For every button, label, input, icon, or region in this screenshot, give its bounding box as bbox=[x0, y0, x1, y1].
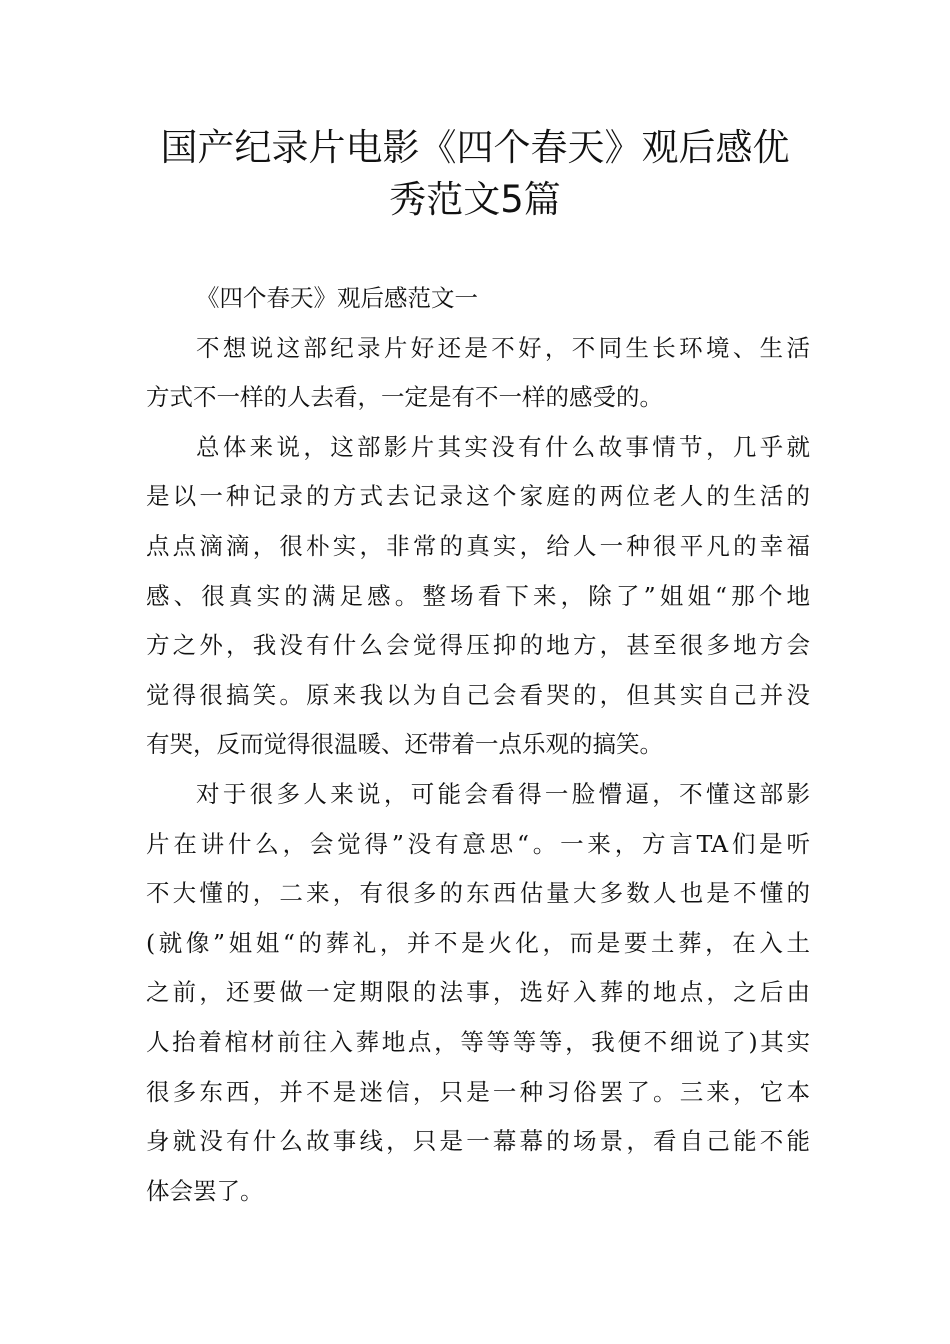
text-line: 人抬着棺材前往入葬地点，等等等等，我便不细说了)其实 bbox=[146, 1027, 810, 1056]
text-line: 总体来说，这部影片其实没有什么故事情节，几乎就 bbox=[196, 432, 810, 461]
text-line: 片在讲什么，会觉得”没有意思“。一来，方言TA们是听 bbox=[146, 829, 810, 858]
text-line: 方式不一样的人去看，一定是有不一样的感受的。 bbox=[146, 383, 663, 412]
text-line: 之前，还要做一定期限的法事，选好入葬的地点，之后由 bbox=[146, 978, 810, 1007]
text-line: 感、很真实的满足感。整场看下来，除了”姐姐“那个地 bbox=[146, 581, 810, 610]
text-line: 觉得很搞笑。原来我以为自己会看哭的，但其实自己并没 bbox=[146, 680, 810, 709]
text-line: 有哭，反而觉得很温暖、还带着一点乐观的搞笑。 bbox=[146, 730, 663, 759]
document-body bbox=[146, 274, 810, 1216]
title-line-1: 国产纪录片电影《四个春天》观后感优 bbox=[160, 126, 790, 169]
paragraph-3 bbox=[146, 770, 810, 1216]
text-line: 点点滴滴，很朴实，非常的真实，给人一种很平凡的幸福 bbox=[146, 531, 810, 560]
paragraph-2 bbox=[146, 423, 810, 770]
text-line: 身就没有什么故事线，只是一幕幕的场景，看自己能不能 bbox=[146, 1127, 810, 1156]
text-line: (就像”姐姐“的葬礼，并不是火化，而是要土葬，在入土 bbox=[146, 928, 810, 957]
section-heading-text: 《四个春天》观后感范文一 bbox=[196, 284, 478, 312]
text-line: 不大懂的，二来，有很多的东西估量大多数人也是不懂的 bbox=[146, 879, 810, 908]
text-line: 很多东西，并不是迷信，只是一种习俗罢了。三来，它本 bbox=[146, 1077, 810, 1106]
paragraph-1 bbox=[146, 324, 810, 423]
text-line: 对于很多人来说，可能会看得一脸懵逼，不懂这部影 bbox=[196, 779, 810, 808]
section-heading bbox=[146, 274, 810, 324]
text-line: 体会罢了。 bbox=[146, 1176, 264, 1205]
text-line: 是以一种记录的方式去记录这个家庭的两位老人的生活的 bbox=[146, 482, 810, 511]
title-line-2: 秀范文5篇 bbox=[389, 178, 561, 221]
document-title bbox=[120, 122, 830, 226]
text-line: 方之外，我没有什么会觉得压抑的地方，甚至很多地方会 bbox=[146, 631, 810, 660]
text-line: 不想说这部纪录片好还是不好，不同生长环境、生活 bbox=[196, 333, 810, 362]
